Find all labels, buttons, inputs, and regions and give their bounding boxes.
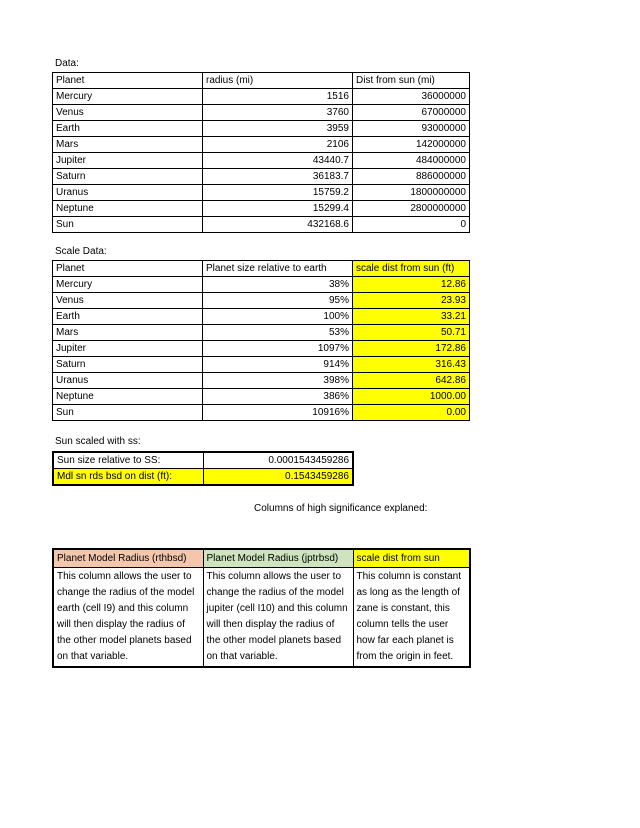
table-row: [53, 277, 470, 293]
header-scale-dist: scale dist from sun: [353, 549, 470, 568]
table-row: [53, 568, 470, 668]
scale-section-title: Scale Data:: [55, 246, 107, 257]
planet-name-cell: Saturn: [53, 169, 203, 185]
value-cell: 0.00: [353, 405, 470, 421]
data-table: [52, 72, 470, 233]
table-row: [53, 309, 470, 325]
planet-name-cell: Venus: [53, 293, 203, 309]
explanation-table: [52, 548, 471, 668]
planet-name-cell: Uranus: [53, 373, 203, 389]
planet-name-cell: Jupiter: [53, 341, 203, 357]
table-row: [53, 89, 470, 105]
value-cell: 95%: [203, 293, 353, 309]
table-row: [53, 389, 470, 405]
value-cell: 316.43: [353, 357, 470, 373]
value-cell: 53%: [203, 325, 353, 341]
header-radius: radius (mi): [203, 73, 353, 89]
header-earth-based-radius: Planet Model Radius (rthbsd): [53, 549, 203, 568]
sun-size-value: 0.0001543459286: [203, 452, 353, 469]
table-row: [53, 185, 470, 201]
scale-dist-description: This column is constant as long as the length of zane is constant, this column tells the user how far each planet is from the origin in feet.: [353, 568, 470, 668]
table-row: [53, 153, 470, 169]
jupiter-radius-description: This column allows the user to change the radius of the model jupiter (cell I10) and this column will then display the radius of the other model planets based on that variable.: [203, 568, 353, 668]
value-cell: 1800000000: [353, 185, 470, 201]
value-cell: 914%: [203, 357, 353, 373]
table-header-row: [53, 73, 470, 89]
header-jupiter-based-radius: Planet Model Radius (jptrbsd): [203, 549, 353, 568]
value-cell: 172.86: [353, 341, 470, 357]
table-row: [53, 373, 470, 389]
value-cell: 10916%: [203, 405, 353, 421]
value-cell: 386%: [203, 389, 353, 405]
model-sun-radius-value: 0.1543459286: [203, 469, 353, 486]
value-cell: 0: [353, 217, 470, 233]
table-row: [53, 405, 470, 421]
table-row: [53, 201, 470, 217]
value-cell: 23.93: [353, 293, 470, 309]
value-cell: 33.21: [353, 309, 470, 325]
table-row: [53, 469, 353, 486]
value-cell: 67000000: [353, 105, 470, 121]
explanation-title: Columns of high significance explaned:: [254, 503, 428, 514]
value-cell: 1097%: [203, 341, 353, 357]
value-cell: 15299.4: [203, 201, 353, 217]
value-cell: 142000000: [353, 137, 470, 153]
table-row: [53, 105, 470, 121]
planet-name-cell: Venus: [53, 105, 203, 121]
table-row: [53, 325, 470, 341]
planet-name-cell: Sun: [53, 405, 203, 421]
planet-name-cell: Neptune: [53, 201, 203, 217]
table-header-row: [53, 549, 470, 568]
table-row: [53, 137, 470, 153]
value-cell: 12.86: [353, 277, 470, 293]
sun-scaled-table: [52, 451, 354, 486]
value-cell: 43440.7: [203, 153, 353, 169]
value-cell: 15759.2: [203, 185, 353, 201]
table-row: [53, 341, 470, 357]
header-relative-size: Planet size relative to earth: [203, 261, 353, 277]
value-cell: 642.86: [353, 373, 470, 389]
value-cell: 1516: [203, 89, 353, 105]
value-cell: 886000000: [353, 169, 470, 185]
value-cell: 432168.6: [203, 217, 353, 233]
value-cell: 1000.00: [353, 389, 470, 405]
header-distance: Dist from sun (mi): [353, 73, 470, 89]
planet-name-cell: Earth: [53, 121, 203, 137]
value-cell: 93000000: [353, 121, 470, 137]
value-cell: 484000000: [353, 153, 470, 169]
planet-name-cell: Mercury: [53, 277, 203, 293]
value-cell: 36183.7: [203, 169, 353, 185]
planet-name-cell: Mercury: [53, 89, 203, 105]
sun-size-label: Sun size relative to SS:: [53, 452, 203, 469]
table-row: [53, 452, 353, 469]
header-scale-dist: scale dist from sun (ft): [353, 261, 470, 277]
table-row: [53, 293, 470, 309]
planet-name-cell: Mars: [53, 325, 203, 341]
table-row: [53, 169, 470, 185]
model-sun-radius-label: Mdl sn rds bsd on dist (ft):: [53, 469, 203, 486]
planet-name-cell: Uranus: [53, 185, 203, 201]
data-section-title: Data:: [55, 58, 79, 69]
value-cell: 50.71: [353, 325, 470, 341]
value-cell: 2800000000: [353, 201, 470, 217]
planet-name-cell: Saturn: [53, 357, 203, 373]
value-cell: 100%: [203, 309, 353, 325]
table-row: [53, 121, 470, 137]
value-cell: 38%: [203, 277, 353, 293]
planet-name-cell: Jupiter: [53, 153, 203, 169]
planet-name-cell: Sun: [53, 217, 203, 233]
planet-name-cell: Mars: [53, 137, 203, 153]
sun-section-title: Sun scaled with ss:: [55, 436, 141, 447]
header-planet: Planet: [53, 261, 203, 277]
header-planet: Planet: [53, 73, 203, 89]
table-header-row: [53, 261, 470, 277]
table-row: [53, 217, 470, 233]
value-cell: 2106: [203, 137, 353, 153]
scale-table: [52, 260, 470, 421]
table-row: [53, 357, 470, 373]
value-cell: 3959: [203, 121, 353, 137]
earth-radius-description: This column allows the user to change the radius of the model earth (cell I9) and this column will then display the radius of the other model planets based on that variable.: [53, 568, 203, 668]
value-cell: 3760: [203, 105, 353, 121]
value-cell: 398%: [203, 373, 353, 389]
planet-name-cell: Neptune: [53, 389, 203, 405]
value-cell: 36000000: [353, 89, 470, 105]
planet-name-cell: Earth: [53, 309, 203, 325]
